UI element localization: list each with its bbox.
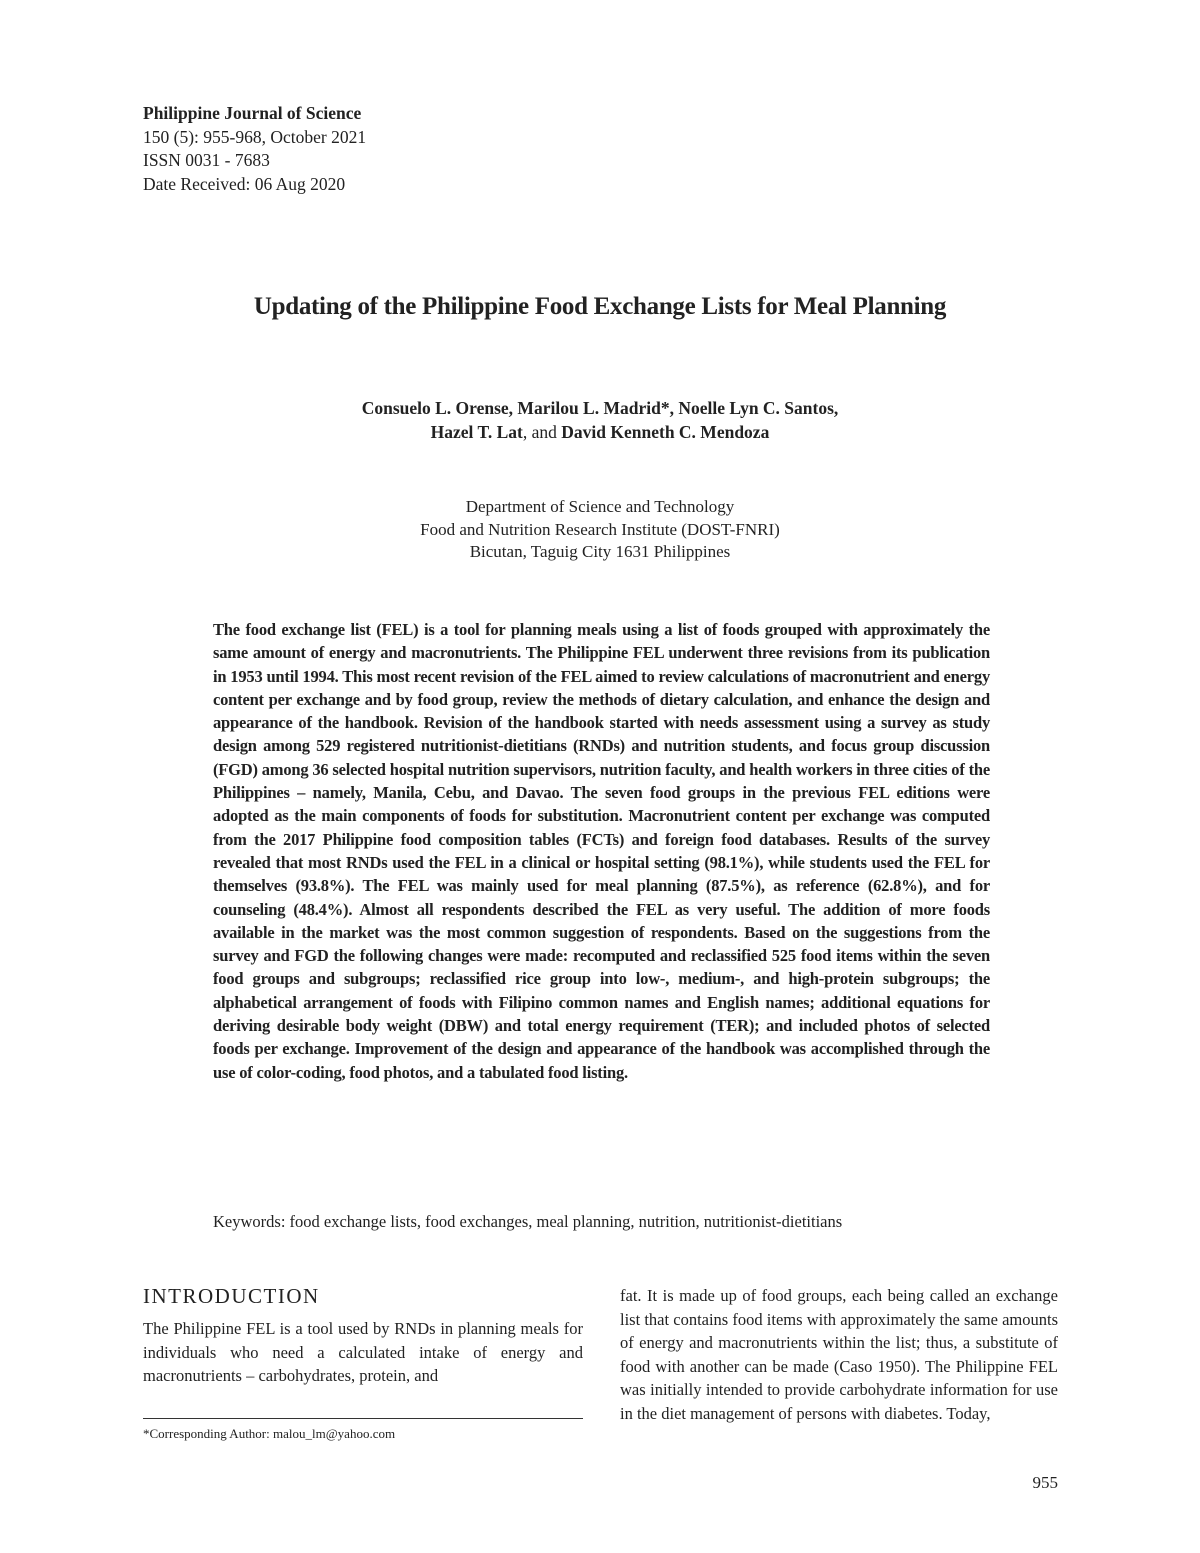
footnote-divider (143, 1418, 583, 1419)
journal-issue: 150 (5): 955-968, October 2021 (143, 126, 367, 147)
page-number: 955 (1032, 1473, 1058, 1492)
journal-issn: ISSN 0031 - 7683 (143, 150, 270, 170)
affiliation-line-2: Food and Nutrition Research Institute (DOST-FNRI) (420, 519, 780, 539)
abstract: The food exchange list (FEL) is a tool for planning meals using a list of foods grouped with approximately the same amount of energy and macronutrients. The Philippine FEL underwent three revisions from its publication in 1953 until 1994. This most recent revision of the FEL aimed to review calculations of macronutrient and energy content per exchange and by food group, review the methods of dietary calculation, and enhance the design and appearance of the handbook. Revision of the handbook started with needs assessment using a survey as study design among 529 registered nutritionist-dietitians (RNDs) and nutrition students, and focus group discussion (FGD) among 36 selected hospital nutrition supervisors, nutrition faculty, and health workers in three cities of the Philippines – namely, Manila, Cebu, and Davao. The seven food groups in the previous FEL editions were adopted as the main components of foods for substitution. Macronutrient content per exchange was computed from the 2017 Philippine food composition tables (FCTs) and foreign food databases. Results of the survey revealed that most RNDs used the FEL in a clinical or hospital setting (98.1%), while students used the FEL for themselves (93.8%). The FEL was mainly used for meal planning (87.5%), as reference (62.8%), and for counseling (48.4%). Almost all respondents described the FEL as very useful. The addition of more foods available in the market was the most common suggestion of respondents. Based on the suggestions from the survey and FGD the following changes were made: recomputed and reclassified 525 food items within the seven food groups and subgroups; reclassified rice group into low-, medium-, and high-protein subgroups; the alphabetical arrangement of foods with Filipino common names and English names; additional equations for deriving desirable body weight (DBW) and total energy requirement (TER); and included photos of selected foods per exchange. Improvement of the design and appearance of the handbook was accomplished through the use of color-coding, food photos, and a tabulated food listing. (213, 620, 990, 1082)
affiliation (100, 496, 1100, 564)
intro-column-right (620, 1284, 1058, 1425)
intro-paragraph-left: The Philippine FEL is a tool used by RNDs in planning meals for individuals who need a calculated intake of energy and macronutrients – carbohydrates, protein, and (143, 1319, 583, 1385)
affiliation-line-3: Bicutan, Taguig City 1631 Philippines (469, 542, 731, 561)
intro-paragraph-right: fat. It is made up of food groups, each being called an exchange list that contains food items with approximately the same amounts of energy and macronutrients within the list; thus, a substitute of food with another can be made (Caso 1950). The Philippine FEL was initially intended to provide carbohydrate information for use in the diet management of persons with diabetes. Today, (620, 1286, 1058, 1423)
authors-conjunction: , and (522, 422, 562, 442)
keywords: Keywords: food exchange lists, food exchanges, meal planning, nutrition, nutritionist-dietitians (213, 1212, 843, 1231)
authors-line-1: Consuelo L. Orense, Marilou L. Madrid*, Noelle Lyn C. Santos, (361, 398, 839, 418)
author-mendoza: David Kenneth C. Mendoza (561, 422, 770, 442)
paper-title: Updating of the Philippine Food Exchange Lists for Meal Planning (253, 293, 947, 320)
journal-header (143, 102, 366, 196)
author-lat: Hazel T. Lat (430, 422, 523, 442)
date-received: Date Received: 06 Aug 2020 (143, 173, 346, 194)
author-list (100, 396, 1100, 444)
corresponding-author-footnote: *Corresponding Author: malou_lm@yahoo.com (143, 1426, 396, 1441)
section-heading-introduction: INTRODUCTION (143, 1284, 320, 1308)
journal-name: Philippine Journal of Science (143, 103, 362, 123)
affiliation-line-1: Department of Science and Technology (465, 497, 735, 516)
intro-column-left (143, 1284, 583, 1388)
